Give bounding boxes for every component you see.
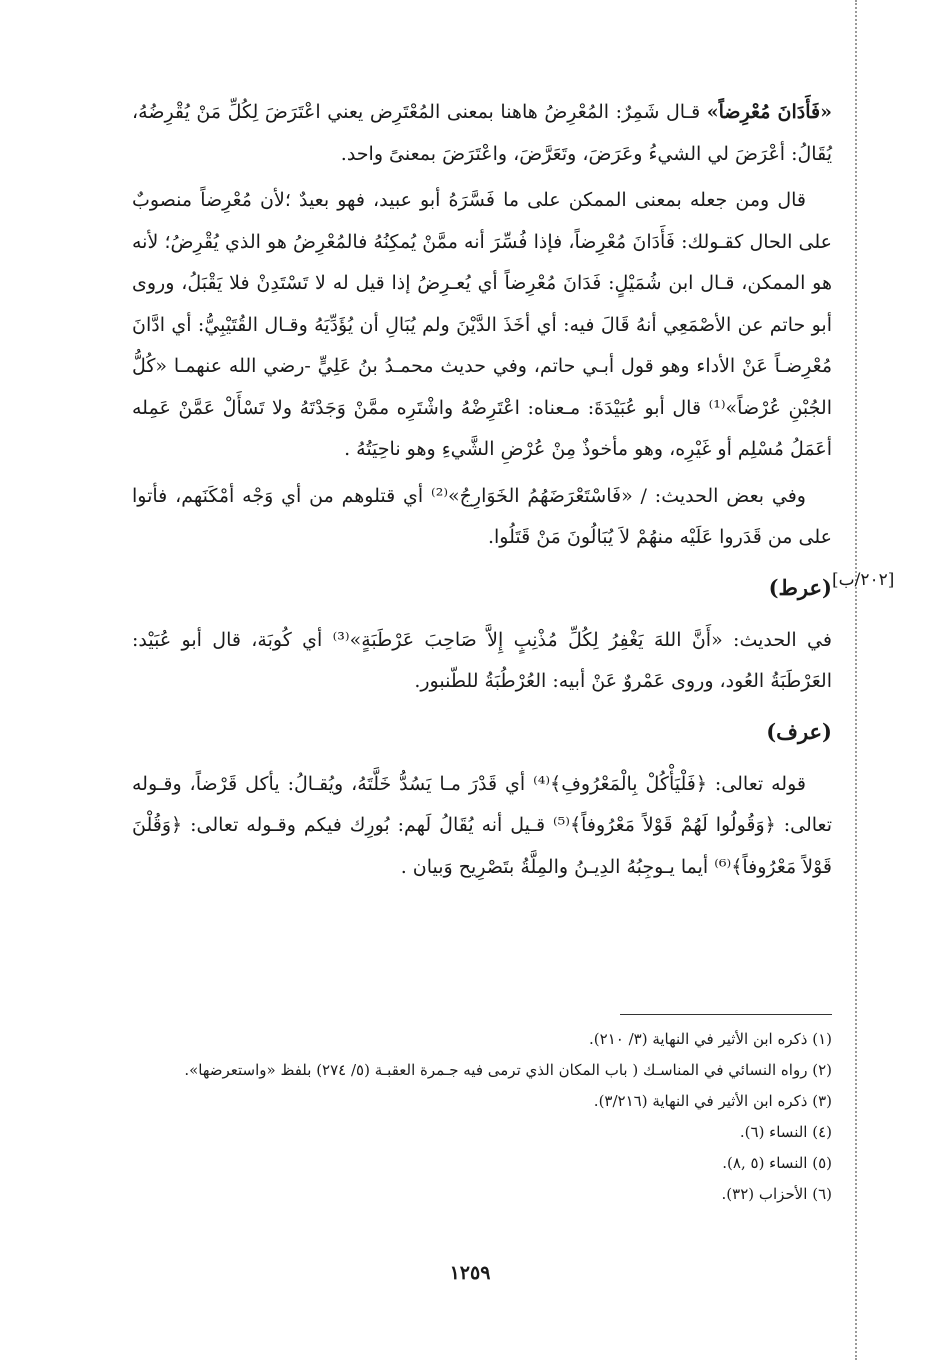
section-heading-arat: (عرط) — [768, 574, 832, 600]
paragraph-2: قال ومن جعله بمعنى الممكن على ما فَسَّرَهُ أبو عبيد، فهو بعيدٌ ؛لأن مُعْرِضاً منصوبٌ على الحال كقـولك: فَأَدَانَ مُعْرِضاً، فإذا فُسِّرَ أنه ممَّنْ يُمكِنُهُ فالمُعْرِضُ هو الذي يُقْرِضُ؛ لأنه هو الممكن، قـال ابن شُمَيْلٍ: فَدَانَ مُعْرِضاً أي يُعـرِضُ إذا قيل له لا تَسْتَدِنْ فلا يَقْبَلُ، وروى أبو حاتم عن الأصْمَعِي أنهُ قَالَ فيه: أي أخَذَ الدَّيْنَ ولم يُبَالِ أن يُؤَدِّيَهُ وقـال القُتَيْبِيُّ: أي ادَّانَ مُعْرِضـاً عَنْ الأداء وهو قول أبـي حاتم، وفي حديث محمـدُ بنُ عَلِيٍّ -رضي الله عنهمـا «كُلُّ الجُبْنِ عُرْضاً»⁽¹⁾ قال أبو عُبَيْدَةَ: مـعناه: اعْتَرِضْهُ واشْتَرِه ممَّنْ وَجَدْتَهُ ولا تَسْأَلْ عَمَّنْ عَمِله أعَمَلُ مُسْلِم أو غَيْرِه، وهو مأخوذٌ مِنْ عُرْضِ الشَّيءِ وهو ناحِيَتُهُ . — [132, 189, 832, 460]
footnote-1: (١) ذكره ابن الأثير في النهاية (٣/ ٢١٠). — [589, 1030, 832, 1048]
paragraph-3: وفي بعض الحديث: / «فَاسْتَعْرَضَهُمُ الخَوَارِجُ»⁽²⁾ أي قتلوهم من أي وَجْه أمْكَنَهم، فأتوا على من قَدَروا عَلَيْه منهُمْ لاَ يُبَالُونَ مَنْ قَتَلُوا. — [132, 484, 832, 548]
main-text — [132, 92, 832, 893]
footnote-5: (٥) النساء (٥ ,٨). — [722, 1154, 832, 1172]
section-arat-text: في الحديث: «أَنَّ اللهَ يَغْفِرُ لِكُلِّ مُذْنِبٍ إِلاَّ صَاحِبَ عَرْطَبَةٍ»⁽³⁾ أي كُوبَة، قال أبو عُبَيْد: العَرْطَبَةُ العُود، وروى عَمْروٌ عَنْ أبيه: العُرْطُبَةُ للطّنبور. — [132, 628, 832, 692]
manuscript-folio-marker: [٢٠٢/ب] — [832, 570, 895, 590]
section-arafa-text: قوله تعالى: ﴿فَلْيَأْكُلْ بِالْمَعْرُوفِ﴾⁽⁴⁾ أي قَدْرَ مـا يَسُدُّ خَلَّتَهُ، ويُقـالُ: يأكل قَرْضاً، وقـوله تعالى: ﴿وَقُولُوا لَهُمْ قَوْلاً مَعْرُوفاً﴾⁽⁵⁾ قـيل أنه يُقَالُ لَهم: بُورِك فيكم وقـوله تعالى: ﴿وَقُلْنَ قَوْلاً مَعْرُوفاً﴾⁽⁶⁾ أيما يـوجِبُهُ الدِيـنُ والمِلَّةُ بتَصْرِيح وَبيان . — [132, 772, 832, 878]
footnote-separator — [620, 1014, 832, 1015]
footnotes — [132, 1024, 832, 1210]
footnote-2: (٢) رواه النسائي في المناسـك ( باب المكان الذي ترمى فيه جـمرة العقبـة (٥/ ٢٧٤) بلفظ «واستعرضها». — [184, 1061, 832, 1079]
margin-dotted-line — [855, 0, 857, 1360]
footnote-4: (٤) النساء (٦). — [739, 1123, 832, 1141]
section-heading-arafa: (عرف) — [766, 718, 832, 744]
paragraph-1-lead: «فَأَدَانَ مُعْرِضاً» — [706, 101, 832, 123]
page-number: ١٢٥٩ — [449, 1262, 491, 1284]
paragraph-1 — [132, 92, 832, 175]
footnote-6: (٦) الأحزاب (٣٢). — [721, 1185, 832, 1203]
paragraph-1-text: قـال شَمِرٌ: المُعْرِضُ هاهنا بمعنى المُعْتَرِض يعني اعْتَرَضَ لِكُلِّ مَنْ يُقْرِضُهُ، يُقَالُ: أعْرَضَ لي الشيءُ وعَرَضَ، وتَعَرَّضَ، واعْتَرَضَ بمعنىً واحد. — [132, 101, 832, 165]
footnote-3: (٣) ذكره ابن الأثير في النهاية (٣/٢١٦). — [593, 1092, 832, 1110]
